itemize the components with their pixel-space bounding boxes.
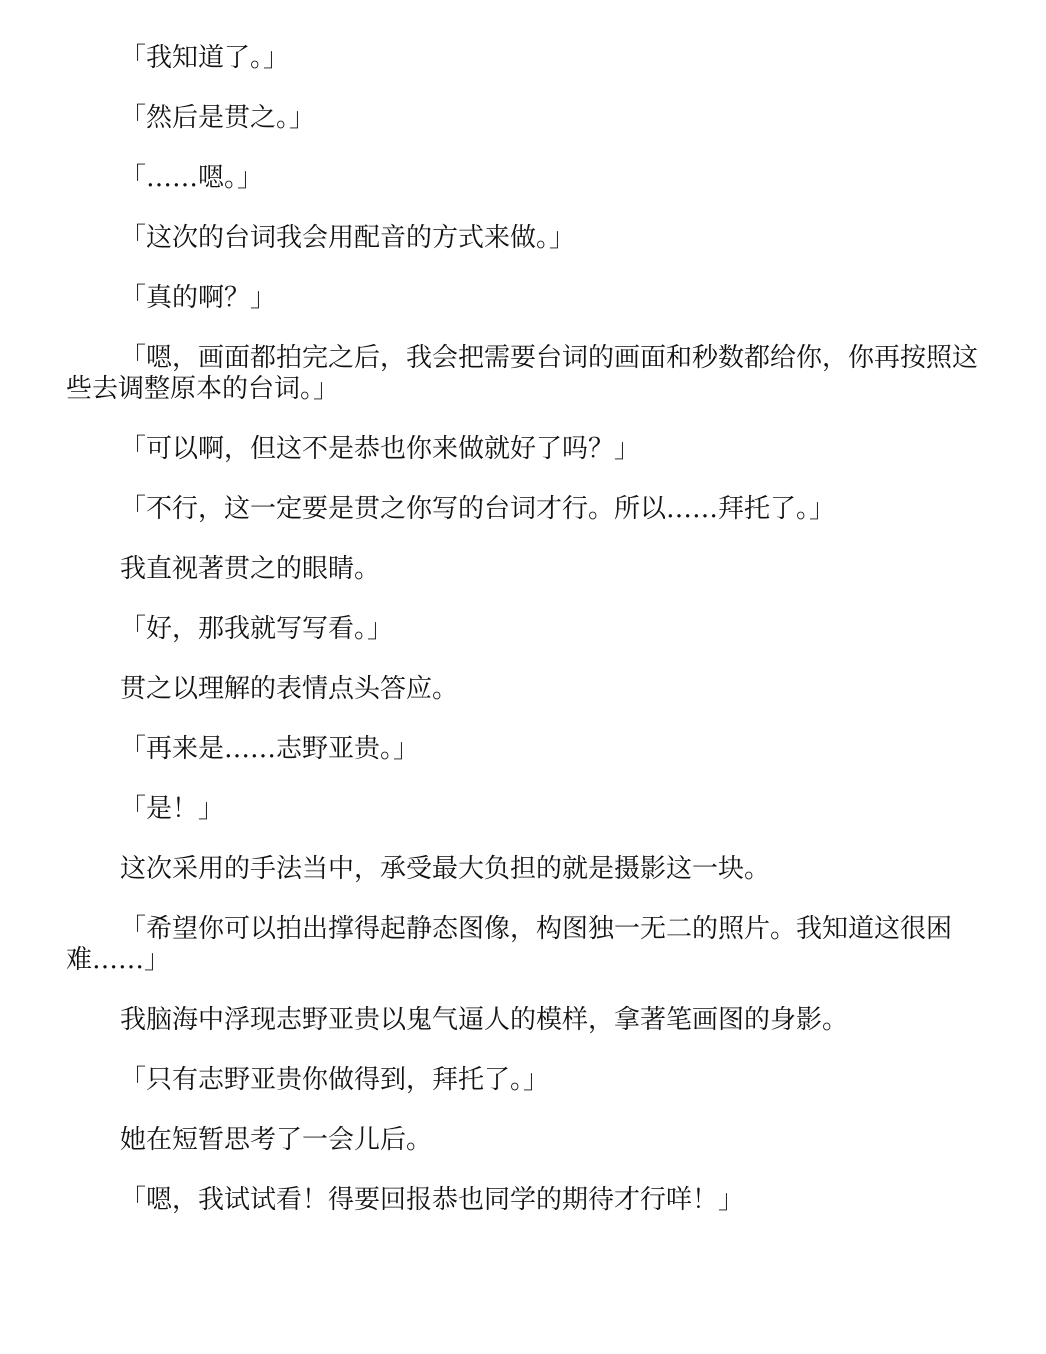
paragraph: 「嗯，我试试看！得要回报恭也同学的期待才行咩！」 xyxy=(120,1185,745,1215)
paragraph: 「不行，这一定要是贯之你写的台词才行。所以……拜托了。」 xyxy=(120,494,836,524)
paragraph: 我直视著贯之的眼睛。 xyxy=(120,554,381,584)
paragraph: 「可以啊，但这不是恭也你来做就好了吗？」 xyxy=(120,434,641,464)
paragraph: 「然后是贯之。」 xyxy=(120,103,316,133)
paragraph: 贯之以理解的表情点头答应。 xyxy=(120,674,459,704)
paragraph: 我脑海中浮现志野亚贵以鬼气逼人的模样，拿著笔画图的身影。 xyxy=(120,1005,849,1035)
paragraph: 「真的啊？」 xyxy=(120,283,277,313)
paragraph: 「我知道了。」 xyxy=(120,43,290,73)
paragraph: 她在短暂思考了一会儿后。 xyxy=(120,1125,433,1155)
paragraph: 「这次的台词我会用配音的方式来做。」 xyxy=(120,223,576,253)
paragraph: 「希望你可以拍出撑得起静态图像，构图独一无二的照片。我知道这很困难……」 xyxy=(66,914,953,975)
paragraph: 「是！」 xyxy=(120,794,225,824)
paragraph: 这次采用的手法当中，承受最大负担的就是摄影这一块。 xyxy=(120,854,771,884)
paragraph: 「嗯，画面都拍完之后，我会把需要台词的画面和秒数都给你，你再按照这些去调整原本的台词。」 xyxy=(66,343,979,404)
document-page xyxy=(66,43,981,1245)
paragraph: 「好，那我就写写看。」 xyxy=(120,614,394,644)
paragraph: 「只有志野亚贵你做得到，拜托了。」 xyxy=(120,1065,550,1095)
paragraph: 「……嗯。」 xyxy=(120,163,264,193)
paragraph: 「再来是……志野亚贵。」 xyxy=(120,734,420,764)
